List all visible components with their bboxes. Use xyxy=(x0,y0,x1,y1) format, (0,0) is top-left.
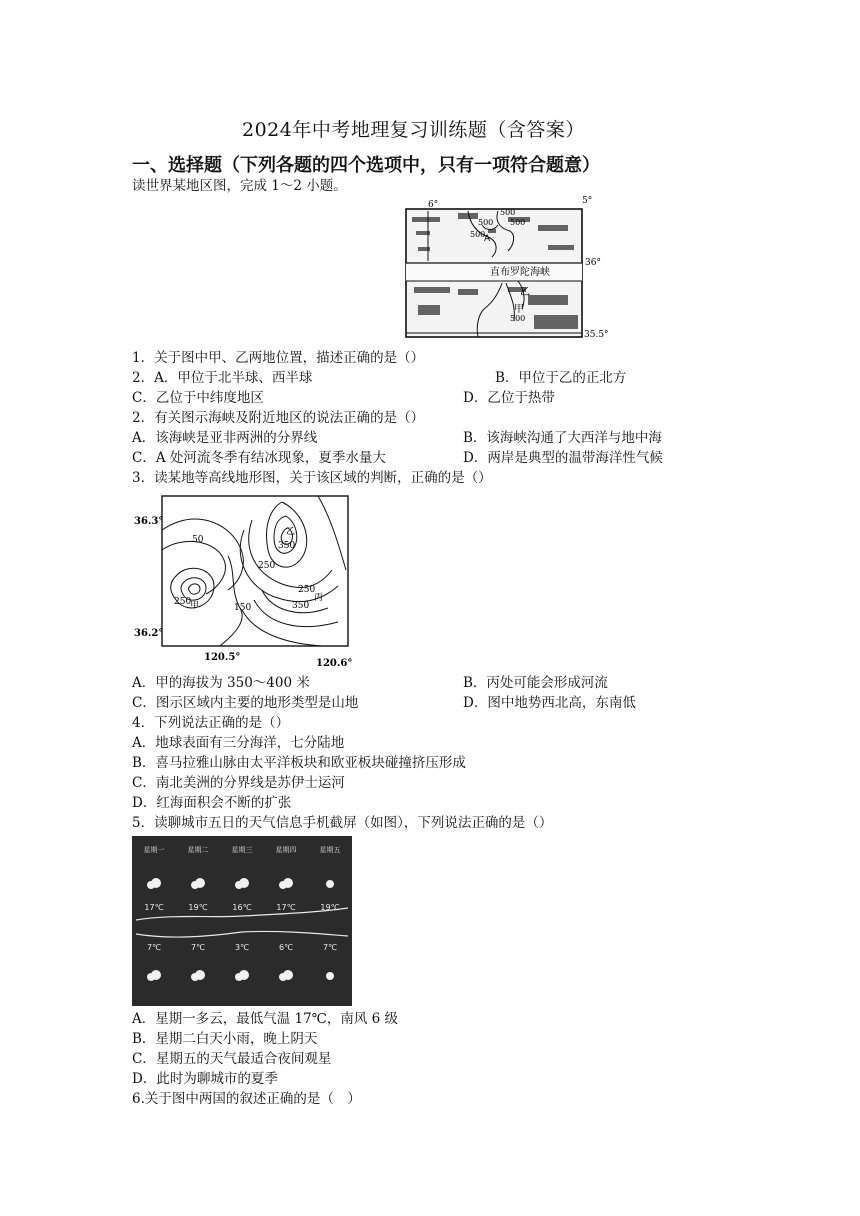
weather-low-temp: 7℃ xyxy=(322,943,338,952)
q4-option-b: B．喜马拉雅山脉由太平洋板块和欧亚板块碰撞挤压形成 xyxy=(132,755,466,771)
contour-label: 150 xyxy=(234,603,252,613)
weather-screenshot xyxy=(132,836,352,1006)
lon-right-label: 120.6° xyxy=(316,658,353,669)
q5-option-d: D．此时为聊城市的夏季 xyxy=(132,1071,278,1087)
point-jia-label: 甲 xyxy=(514,304,524,315)
point-yi-label: 乙 xyxy=(520,287,530,298)
contour-label: 350 xyxy=(292,601,310,611)
point-a-label: A xyxy=(484,234,491,244)
contour-label: 500 xyxy=(510,314,526,323)
weather-high-temp: 17℃ xyxy=(276,903,296,912)
sun-icon xyxy=(326,880,334,888)
q3-stem: 3．读某地等高线地形图，关于该区域的判断，正确的是（） xyxy=(132,470,492,486)
weather-background xyxy=(132,836,352,1006)
weather-day-label: 星期一 xyxy=(143,846,165,854)
weather-high-temp: 19℃ xyxy=(188,903,208,912)
weather-low-temp: 6℃ xyxy=(278,943,294,952)
q1-option-d: D．乙位于热带 xyxy=(463,390,555,406)
contour-label: 500 xyxy=(510,218,526,227)
weather-low-temp: 7℃ xyxy=(146,943,162,952)
q1-option-c: C．乙位于中纬度地区 xyxy=(132,390,264,406)
q5-stem: 5．读聊城市五日的天气信息手机截屏（如图），下列说法正确的是（） xyxy=(132,815,553,831)
q4-stem: 4．下列说法正确的是（） xyxy=(132,715,290,731)
lon-left-label: 6° xyxy=(428,200,439,210)
lat-bottom-label: 36.2° xyxy=(134,628,164,639)
sun-icon xyxy=(326,972,334,980)
q1-stem: 1．关于图中甲、乙两地位置，描述正确的是（） xyxy=(132,350,425,366)
point-yi-label: 乙 xyxy=(286,527,296,537)
point-jia-label: 甲 xyxy=(190,601,200,611)
weather-high-temp: 17℃ xyxy=(144,903,164,912)
contour-label: 250 xyxy=(174,597,192,607)
contour-label: 500 xyxy=(500,208,516,217)
lon-left-label: 120.5° xyxy=(204,652,241,663)
intro-text: 读世界某地区图，完成 1～2 小题。 xyxy=(132,178,347,194)
q6-stem: 6.关于图中两国的叙述正确的是（ ） xyxy=(132,1091,361,1107)
q2-option-d: D．两岸是典型的温带海洋性气候 xyxy=(463,450,663,466)
lat-bottom-label: 35.5° xyxy=(584,330,609,340)
q5-option-b: B．星期二白天小雨，晚上阴天 xyxy=(132,1031,318,1047)
weather-day-label: 星期三 xyxy=(231,846,253,854)
q2-option-c: C．A 处河流冬季有结冰现象，夏季水量大 xyxy=(132,450,386,466)
weather-day-label: 星期四 xyxy=(275,846,297,854)
contour-label: 500 xyxy=(470,230,486,239)
weather-high-temp: 16℃ xyxy=(232,903,252,912)
contour-label: 250 xyxy=(298,585,316,595)
q2-option-b: B．该海峡沟通了大西洋与地中海 xyxy=(463,430,662,446)
q5-option-a: A．星期一多云，最低气温 17℃，南风 6 级 xyxy=(132,1011,398,1027)
q3-option-b: B．丙处可能会形成河流 xyxy=(463,675,608,691)
weather-low-temp: 3℃ xyxy=(234,943,250,952)
contour-label: 250 xyxy=(258,561,276,571)
weather-low-temp: 7℃ xyxy=(190,943,206,952)
q3-option-c: C．图示区域内主要的地形类型是山地 xyxy=(132,695,359,711)
lon-right-label: 5° xyxy=(582,196,593,206)
q2-option-a: A．该海峡是亚非两洲的分界线 xyxy=(132,430,318,446)
q4-option-c: C．南北美洲的分界线是苏伊士运河 xyxy=(132,775,345,791)
weather-day-label: 星期二 xyxy=(187,846,209,854)
q5-option-c: C．星期五的天气最适合夜间观星 xyxy=(132,1051,332,1067)
q1-option-a: 2．A．甲位于北半球、西半球 xyxy=(132,370,313,386)
contour-label: 50 xyxy=(192,535,204,545)
weather-day-label: 星期五 xyxy=(319,846,341,854)
contour-map xyxy=(132,490,354,670)
q3-option-a: A．甲的海拔为 350～400 米 xyxy=(132,675,310,691)
contour-label: 500 xyxy=(478,218,494,227)
q3-option-d: D．图中地势西北高，东南低 xyxy=(463,695,636,711)
strait-label: 直布罗陀海峡 xyxy=(490,267,550,278)
page-title: 2024年中考地理复习训练题（含答案） xyxy=(242,119,585,141)
contour-label: 350 xyxy=(278,541,296,551)
q4-option-d: D．红海面积会不断的扩张 xyxy=(132,795,292,811)
q4-option-a: A．地球表面有三分海洋，七分陆地 xyxy=(132,735,345,751)
q2-stem: 2．有关图示海峡及附近地区的说法正确的是（） xyxy=(132,410,425,426)
section-heading: 一、选择题（下列各题的四个选项中，只有一项符合题意） xyxy=(132,155,600,176)
point-bing-label: 丙 xyxy=(314,593,324,603)
strait-map xyxy=(398,195,609,345)
weather-high-temp: 19℃ xyxy=(320,903,340,912)
lat-top-label: 36.3° xyxy=(134,516,164,527)
lat-mid-label: 36° xyxy=(585,258,601,268)
q1-option-b: B．甲位于乙的正北方 xyxy=(495,370,627,386)
